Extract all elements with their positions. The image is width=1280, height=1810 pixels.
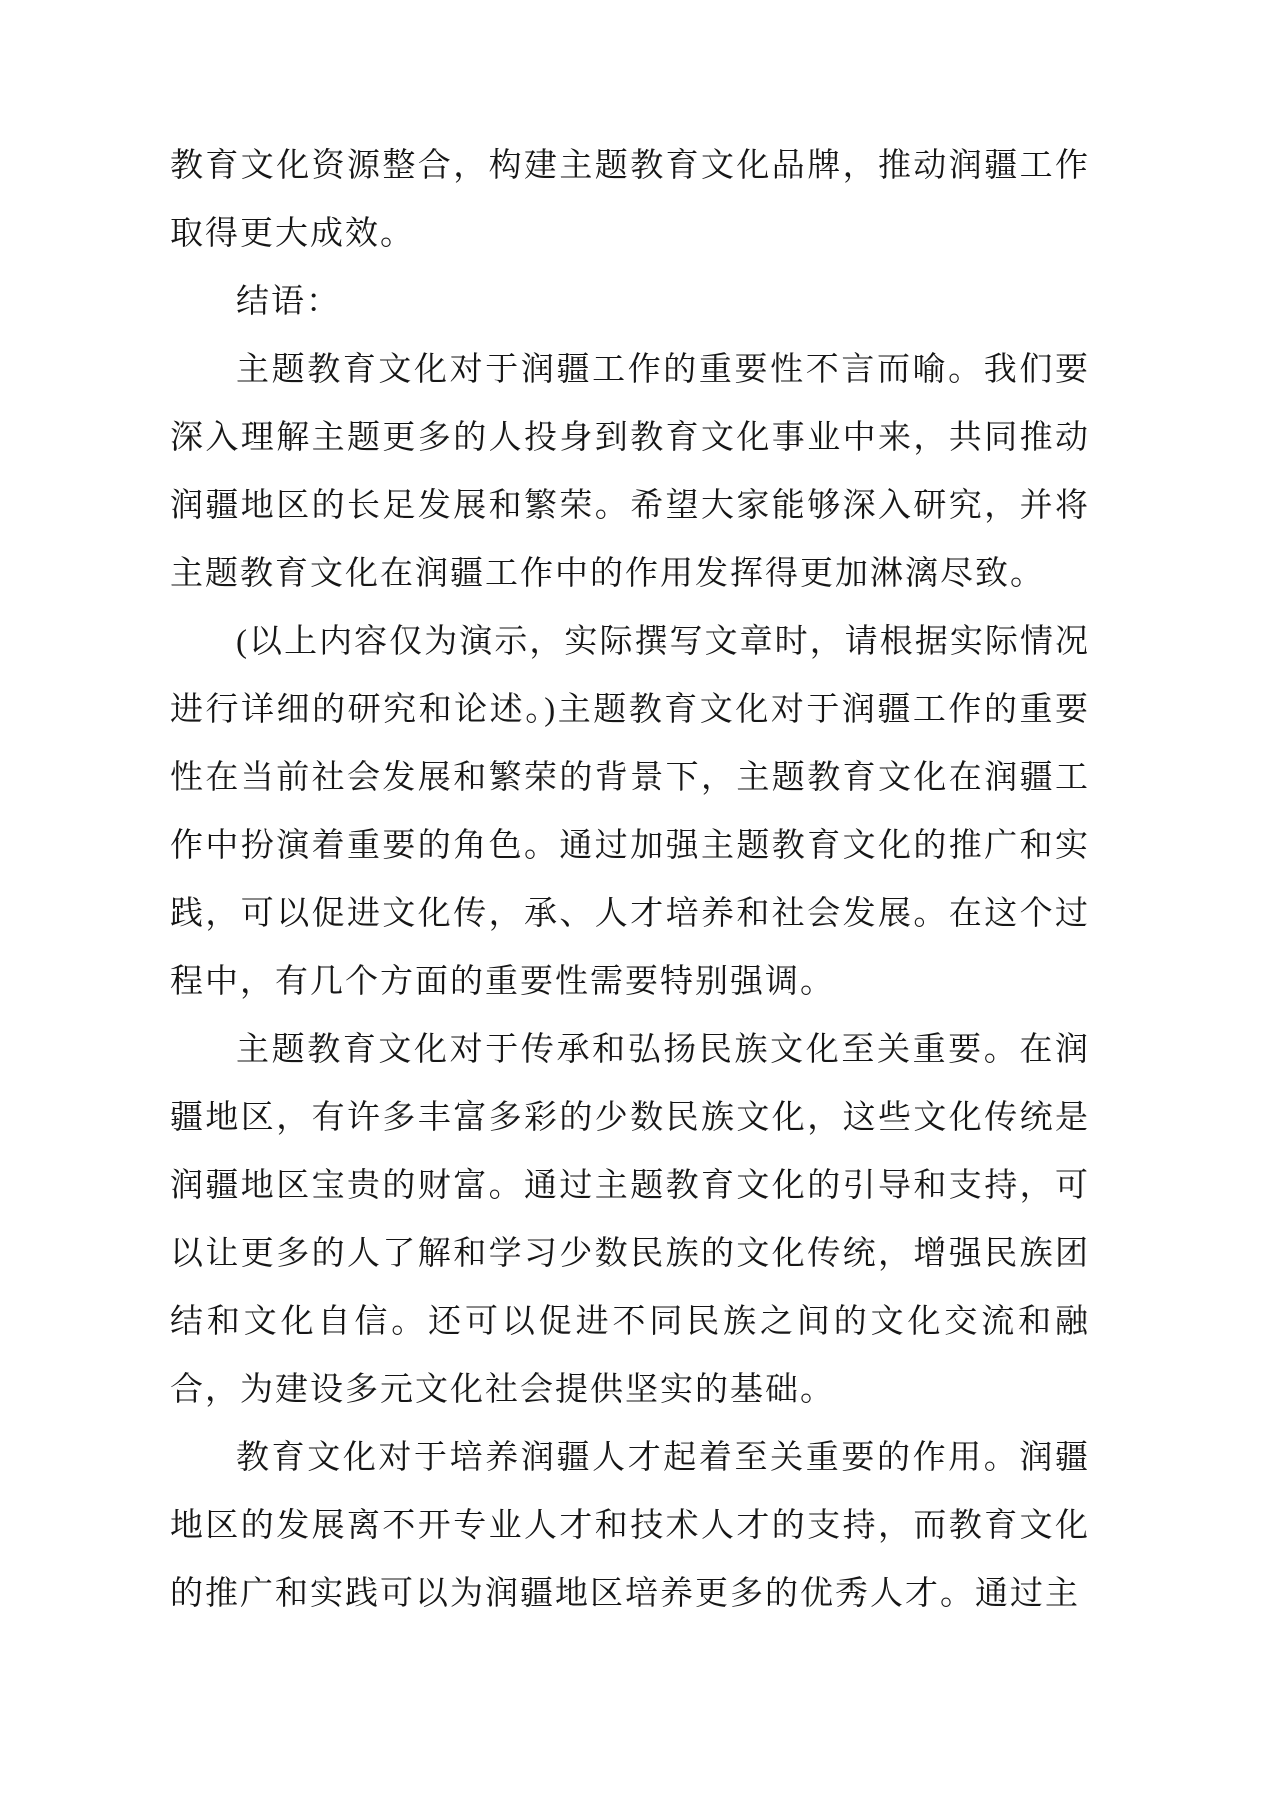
paragraph-continuation-integration: 教育文化资源整合，构建主题教育文化品牌，推动润疆工作取得更大成效。: [170, 148, 1090, 252]
paragraph-demo-note-and-importance: (以上内容仅为演示，实际撰写文章时，请根据实际情况进行详细的研究和论述。)主题教育文化对于润疆工作的重要性在当前社会发展和繁荣的背景下，主题教育文化在润疆工作中扮演着重要的角色。通过加强主题教育文化的推广和实践，可以促进文化传，承、人才培养和社会发展。在这个过程中，有几个方面的重要性需要特别强调。: [170, 624, 1090, 1000]
paragraph-culture-heritage: 主题教育文化对于传承和弘扬民族文化至关重要。在润疆地区，有许多丰富多彩的少数民族文化，这些文化传统是润疆地区宝贵的财富。通过主题教育文化的引导和支持，可以让更多的人了解和学习少数民族的文化传统，增强民族团结和文化自信。还可以促进不同民族之间的文化交流和融合，为建设多元文化社会提供坚实的基础。: [170, 1032, 1090, 1408]
paragraph-conclusion-label: 结语：: [236, 284, 341, 320]
paragraph-talent-cultivation: 教育文化对于培养润疆人才起着至关重要的作用。润疆地区的发展离不开专业人才和技术人才的支持，而教育文化的推广和实践可以为润疆地区培养更多的优秀人才。通过主: [170, 1440, 1090, 1612]
paragraph-conclusion-body: 主题教育文化对于润疆工作的重要性不言而喻。我们要深入理解主题更多的人投身到教育文化事业中来，共同推动润疆地区的长足发展和繁荣。希望大家能够深入研究，并将主题教育文化在润疆工作中的作用发挥得更加淋漓尽致。: [170, 352, 1090, 592]
